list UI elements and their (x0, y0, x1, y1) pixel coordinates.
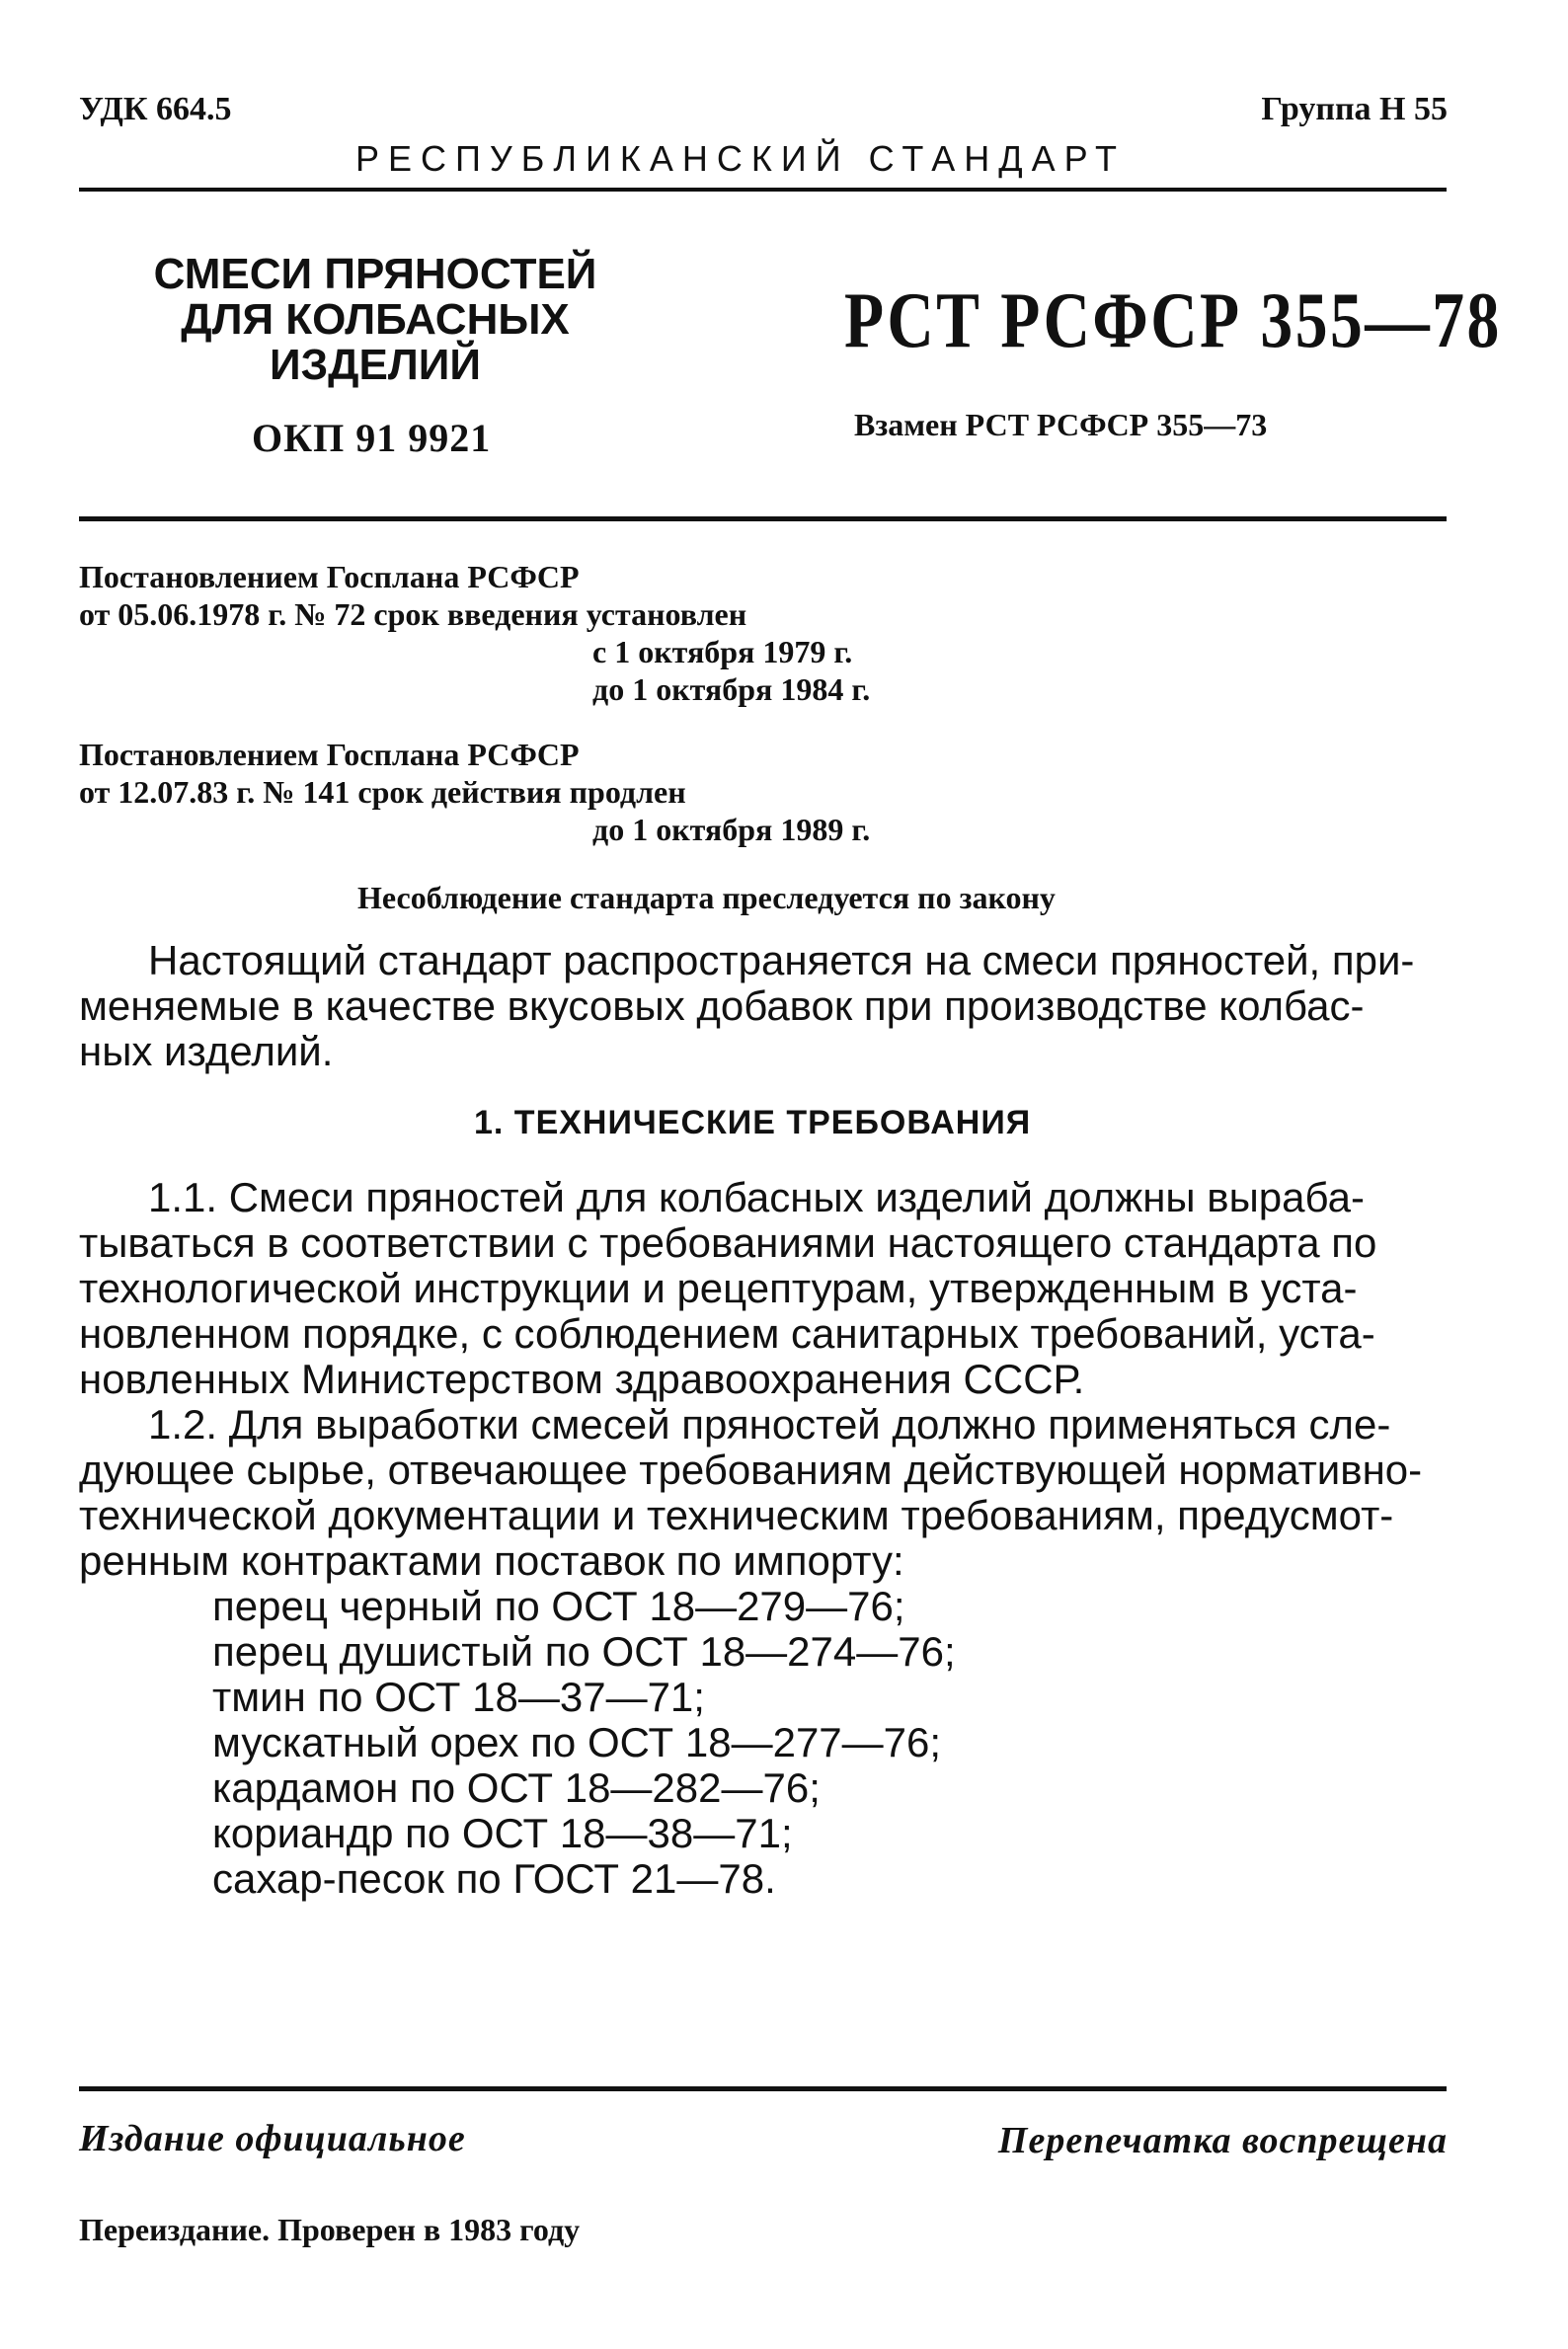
list-item: кориандр по ОСТ 18—38—71; (212, 1810, 793, 1856)
official-edition: Издание официальное (79, 2118, 466, 2159)
decree-2-line-3: до 1 октября 1989 г. (592, 812, 871, 847)
para-1-2-line-3: технической документации и техническим требованиям, предусмот- (79, 1492, 1394, 1538)
standard-type: РЕСПУБЛИКАНСКИЙ СТАНДАРТ (355, 138, 1126, 179)
list-item: перец черный по ОСТ 18—279—76; (212, 1583, 905, 1629)
decree-2-line-1: Постановлением Госплана РСФСР (79, 737, 580, 772)
header-rule (79, 188, 1447, 192)
intro-line-2: меняемые в качестве вкусовых добавок при производстве колбас- (79, 982, 1365, 1029)
udk-code: УДК 664.5 (79, 91, 232, 127)
para-1-2-line-4: ренным контрактами поставок по импорту: (79, 1537, 904, 1584)
decree-1-line-3: с 1 октября 1979 г. (592, 634, 853, 669)
title-line: ИЗДЕЛИЙ (269, 341, 481, 389)
replaces-note: Взамен РСТ РСФСР 355—73 (854, 407, 1268, 442)
para-1-1-line-2: тываться в соответствии с требованиями настоящего стандарта по (79, 1219, 1377, 1266)
list-item: мускатный орех по ОСТ 18—277—76; (212, 1719, 942, 1765)
document-title (148, 252, 602, 388)
standard-code: РСТ РСФСР 355—78 (844, 277, 1502, 364)
para-1-1-line-4: новленном порядке, с соблюдением санитарных требований, уста- (79, 1310, 1375, 1357)
list-item: тмин по ОСТ 18—37—71; (212, 1674, 705, 1720)
footer-rule (79, 2086, 1447, 2091)
reissue-note: Переиздание. Проверен в 1983 году (79, 2212, 581, 2247)
intro-line-3: ных изделий. (79, 1028, 334, 1074)
list-item: перец душистый по ОСТ 18—274—76; (212, 1628, 956, 1675)
reprint-prohibited: Перепечатка воспрещена (997, 2120, 1448, 2161)
title-line: ДЛЯ КОЛБАСНЫХ (181, 295, 570, 344)
decree-1-line-2: от 05.06.1978 г. № 72 срок введения установлен (79, 596, 747, 632)
title-line: СМЕСИ ПРЯНОСТЕЙ (153, 250, 597, 298)
decree-2-line-2: от 12.07.83 г. № 141 срок действия продлен (79, 774, 686, 810)
legal-warning: Несоблюдение стандарта преследуется по закону (357, 880, 1056, 915)
decree-1-line-4: до 1 октября 1984 г. (592, 671, 871, 707)
decree-1-line-1: Постановлением Госплана РСФСР (79, 559, 580, 594)
para-1-2-line-1: 1.2. Для выработки смесей пряностей должно применяться сле- (148, 1401, 1391, 1448)
para-1-1-line-3: технологической инструкции и рецептурам, утвержденным в уста- (79, 1265, 1358, 1311)
para-1-1-line-5: новленных Министерством здравоохранения СССР. (79, 1356, 1085, 1402)
title-rule (79, 516, 1447, 521)
section-heading: 1. ТЕХНИЧЕСКИЕ ТРЕБОВАНИЯ (474, 1104, 1032, 1141)
para-1-2-line-2: дующее сырье, отвечающее требованиям действующей нормативно- (79, 1447, 1423, 1493)
list-item: кардамон по ОСТ 18—282—76; (212, 1764, 821, 1811)
okp-code: ОКП 91 9921 (252, 416, 492, 460)
list-item: сахар-песок по ГОСТ 21—78. (212, 1855, 776, 1902)
para-1-1-line-1: 1.1. Смеси пряностей для колбасных изделий должны выраба- (148, 1174, 1365, 1220)
intro-line-1: Настоящий стандарт распространяется на смеси пряностей, при- (148, 937, 1415, 983)
group-code: Группа Н 55 (1261, 91, 1448, 127)
